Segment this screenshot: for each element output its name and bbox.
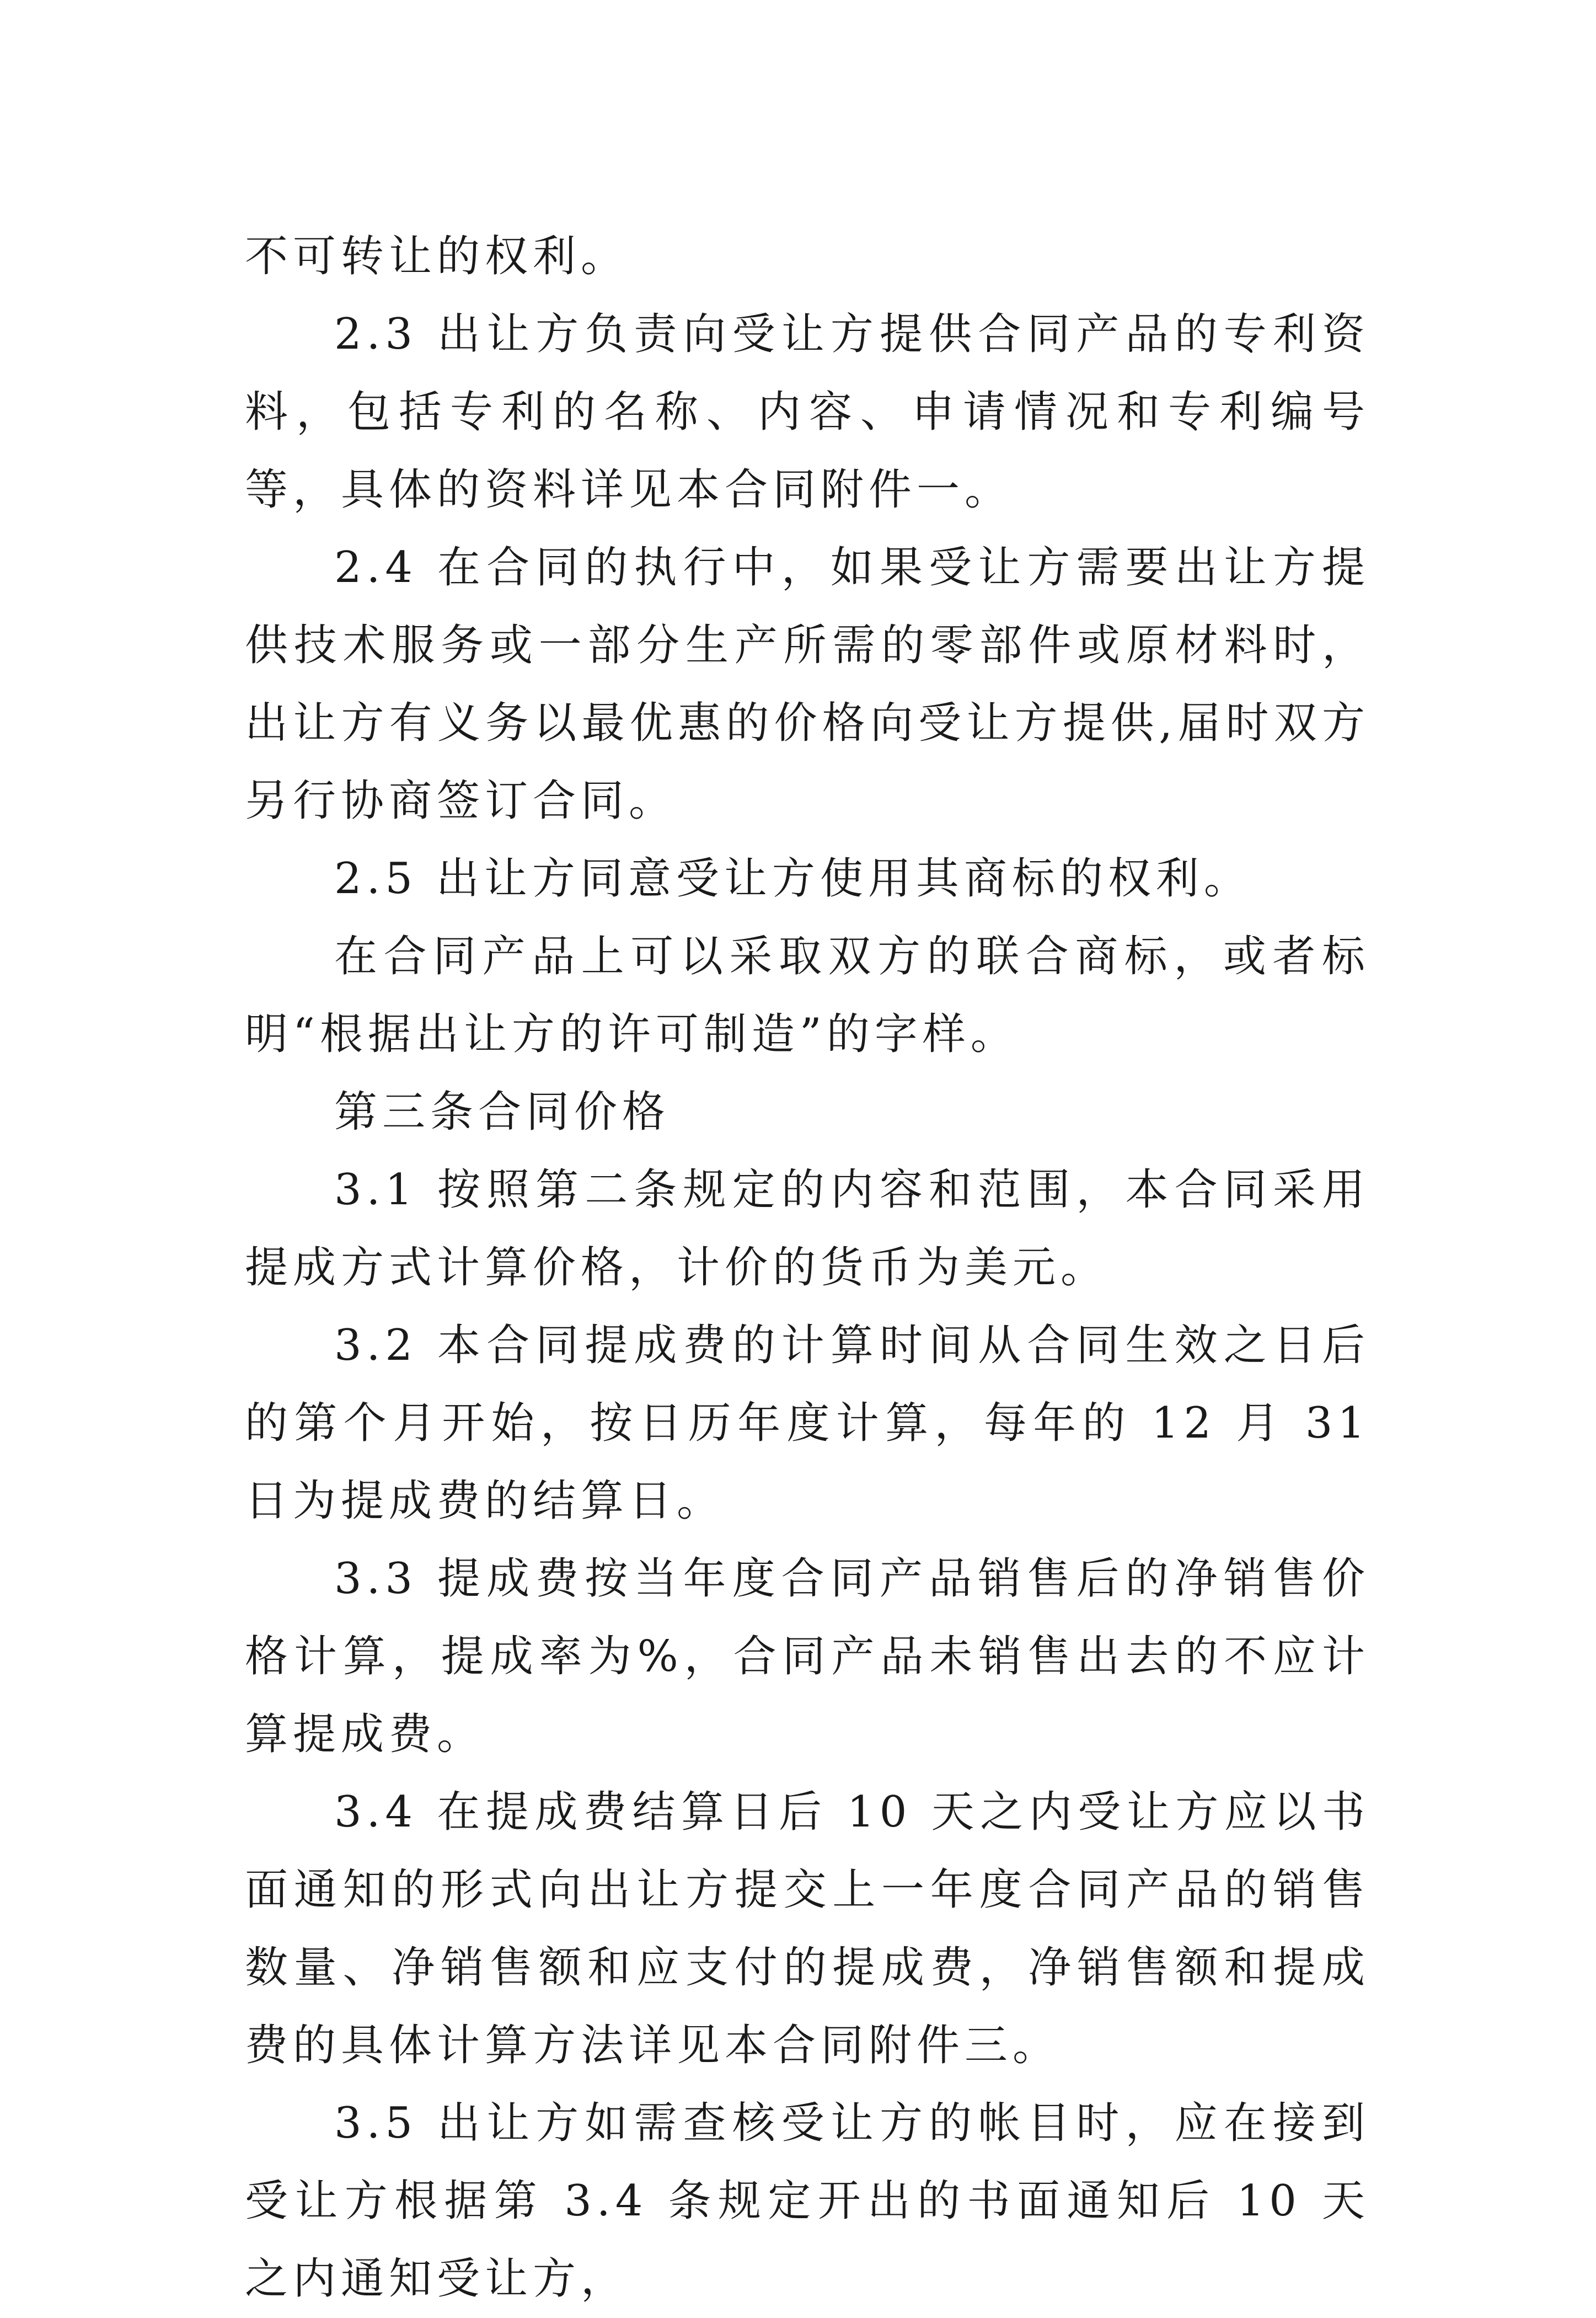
- paragraph-2-4: 2.4 在合同的执行中，如果受让方需要出让方提供技术服务或一部分生产所需的零部件或原材料时，出让方有义务以最优惠的价格向受让方提供,届时双方另行协商签订合同。: [245, 543, 1370, 826]
- paragraph-2-5: 2.5 出让方同意受让方使用其商标的权利。: [334, 854, 1252, 904]
- paragraph-3-4: 3.4 在提成费结算日后 10 天之内受让方应以书面通知的形式向出让方提交上一年度合同产品的销售数量、净销售额和应支付的提成费，净销售额和提成费的具体计算方法详见本合同附件三。: [245, 1787, 1370, 2070]
- paragraph-3-2: 3.2 本合同提成费的计算时间从合同生效之日后的第个月开始，按日历年度计算，每年的 12 月 31 日为提成费的结算日。: [245, 1321, 1370, 1526]
- paragraph-trademark: 在合同产品上可以采取双方的联合商标，或者标明“根据出让方的许可制造”的字样。: [245, 932, 1370, 1059]
- paragraph-3-3: 3.3 提成费按当年度合同产品销售后的净销售价格计算，提成率为%，合同产品未销售出去的不应计算提成费。: [245, 1554, 1370, 1759]
- paragraph-2-3: 2.3 出让方负责向受让方提供合同产品的专利资料，包括专利的名称、内容、申请情况和专利编号等，具体的资料详见本合同附件一。: [245, 309, 1370, 515]
- document-body: [245, 218, 1370, 2318]
- paragraph-3-5: 3.5 出让方如需查核受让方的帐目时，应在接到受让方根据第 3.4 条规定开出的书面通知后 10 天之内通知受让方，: [245, 2098, 1370, 2304]
- paragraph-3-1: 3.1 按照第二条规定的内容和范围，本合同采用提成方式计算价格，计价的货币为美元。: [245, 1165, 1370, 1292]
- section-heading-article-3: 第三条合同价格: [334, 1087, 671, 1137]
- paragraph-continuation: 不可转让的权利。: [245, 232, 629, 281]
